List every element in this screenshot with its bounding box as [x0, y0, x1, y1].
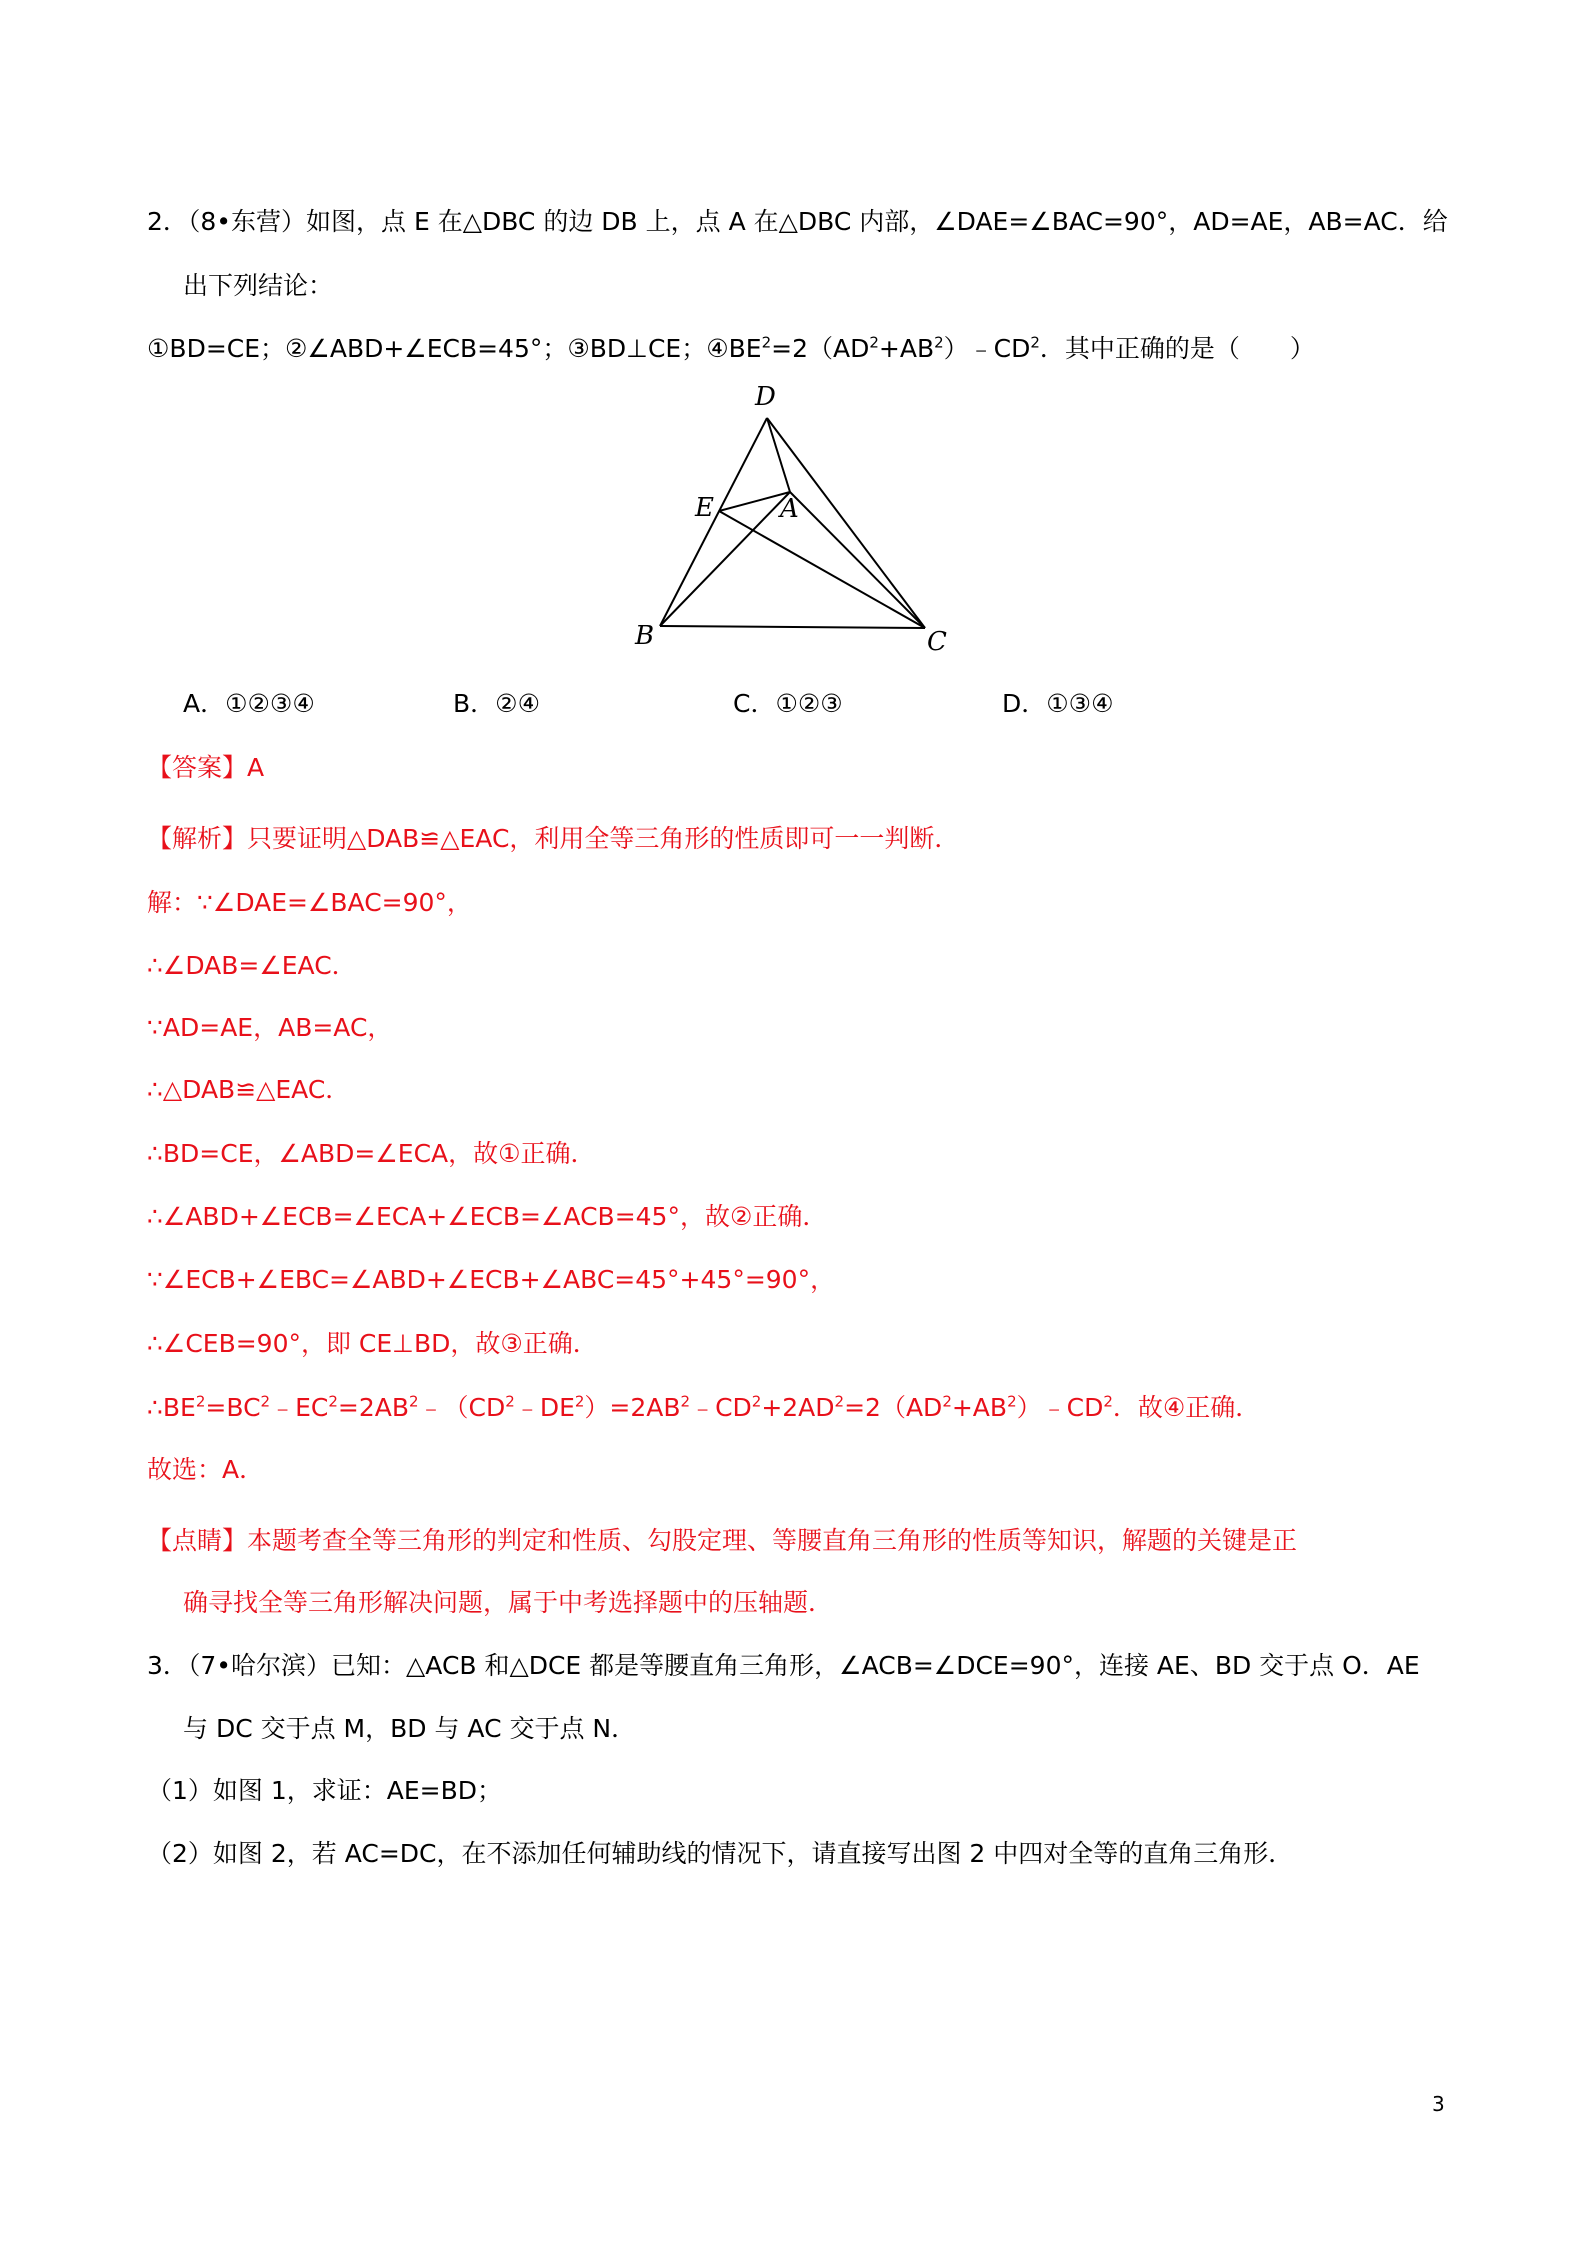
label-d: D — [755, 382, 776, 412]
solution-step-8: ∴∠CEB=90°，即 CE⊥BD，故③正确． — [147, 1329, 598, 1358]
q2-stem-line2: 出下列结论： — [183, 271, 334, 300]
choice-c: C．①②③ — [733, 689, 843, 718]
solution-step-1: 解：∵∠DAE=∠BAC=90°， — [147, 888, 472, 917]
segment-ec — [719, 511, 925, 628]
choice-b: B．②④ — [453, 689, 540, 718]
label-b: B — [635, 621, 655, 651]
solution-step-6: ∴∠ABD+∠ECB=∠ECA+∠ECB=∠ACB=45°，故②正确． — [147, 1202, 828, 1231]
page-number: 3 — [1432, 2092, 1445, 2116]
comment-line2: 确寻找全等三角形解决问题，属于中考选择题中的压轴题． — [183, 1588, 834, 1617]
choice-d: D．①③④ — [1002, 689, 1114, 718]
solution-step-10: 故选：A． — [147, 1455, 265, 1484]
choice-a: A．①②③④ — [183, 689, 315, 718]
solution-step-7: ∵∠ECB+∠EBC=∠ABD+∠ECB+∠ABC=45°+45°=90°， — [147, 1265, 836, 1294]
q3-part2: （2）如图 2，若 AC=DC，在不添加任何辅助线的情况下，请直接写出图 2 中四对全等的直角三角形． — [147, 1839, 1294, 1868]
label-a: A — [780, 494, 799, 524]
analysis: 【解析】只要证明△DAB≌△EAC，利用全等三角形的性质即可一一判断． — [147, 824, 960, 853]
solution-step-2: ∴∠DAB=∠EAC． — [147, 951, 357, 980]
q3-stem-line2: 与 DC 交于点 M，BD 与 AC 交于点 N． — [183, 1714, 637, 1743]
solution-step-5: ∴BD=CE，∠ABD=∠ECA，故①正确． — [147, 1139, 596, 1168]
segment-ac — [790, 492, 925, 628]
q3-part1: （1）如图 1，求证：AE=BD； — [147, 1776, 503, 1805]
triangle-figure — [620, 380, 960, 660]
solution-step-9: $\therefore BE^2=BC^2﹣EC^2=2AB^2﹣(CD^2﹣DE^2)=2AB^2﹣CD^2+2AD^2=2(AD^2+AB^2)﹣CD^2$．故④正确． — [147, 1392, 1261, 1422]
answer: 【答案】A — [147, 753, 265, 782]
solution-step-4: ∴△DAB≌△EAC． — [147, 1075, 351, 1104]
segment-ba — [660, 492, 790, 626]
q3-stem-line1: 3．（7•哈尔滨）已知：△ACB 和△DCE 都是等腰直角三角形，∠ACB=∠DCE=90°，连接 AE、BD 交于点 O．AE — [147, 1651, 1420, 1680]
q2-stem-line1: 2．（8•东营）如图，点 E 在△DBC 的边 DB 上，点 A 在△DBC 内部，∠DAE=∠BAC=90°，AD=AE，AB=AC．给 — [147, 207, 1448, 236]
segment-da — [767, 418, 790, 492]
segment-bc — [660, 626, 925, 628]
comment-line1: 【点睛】本题考查全等三角形的判定和性质、勾股定理、等腰直角三角形的性质等知识，解题的关键是正 — [147, 1526, 1298, 1555]
label-e: E — [695, 493, 714, 523]
solution-step-3: ∵AD=AE，AB=AC， — [147, 1013, 393, 1042]
q2-statements: ①BD=CE；②∠ABD+∠ECB=45°；③BD⊥CE；$④BE^2=2(AD^2+AB^2)﹣CD^2$．其中正确的是（ ） — [147, 333, 1315, 363]
label-c: C — [927, 627, 947, 657]
